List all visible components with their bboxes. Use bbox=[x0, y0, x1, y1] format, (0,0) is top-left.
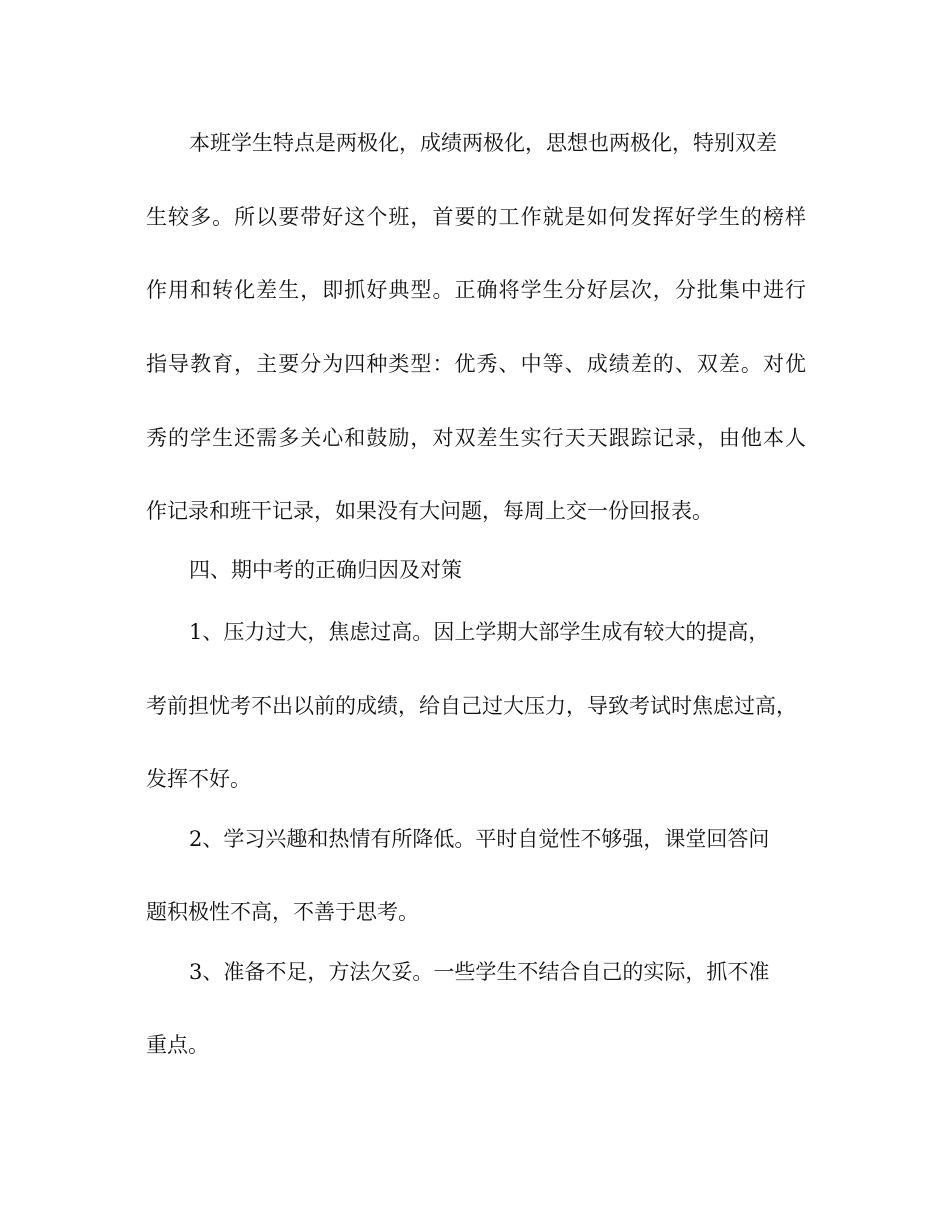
paragraph-line-4: 指导教育，主要分为四种类型：优秀、中等、成绩差的、双差。对优 bbox=[146, 352, 806, 376]
paragraph-line-1: 本班学生特点是两极化，成绩两极化，思想也两极化，特别双差 bbox=[189, 131, 777, 155]
paragraph-line-2: 生较多。所以要带好这个班，首要的工作就是如何发挥好学生的榜样 bbox=[146, 205, 806, 229]
item-2-line-2: 题积极性不高，不善于思考。 bbox=[146, 900, 419, 924]
paragraph-line-6: 作记录和班干记录，如果没有大问题，每周上交一份回报表。 bbox=[146, 499, 713, 523]
item-1-line-2: 考前担忧考不出以前的成绩，给自己过大压力，导致考试时焦虑过高， bbox=[146, 694, 797, 718]
item-3-line-1: 3、准备不足，方法欠妥。一些学生不结合自己的实际，抓不准 bbox=[189, 960, 770, 984]
section-heading: 四、期中考的正确归因及对策 bbox=[189, 558, 462, 582]
item-2-line-1: 2、学习兴趣和热情有所降低。平时自觉性不够强，课堂回答问 bbox=[189, 827, 770, 851]
item-3-line-2: 重点。 bbox=[146, 1033, 209, 1057]
item-1-line-1: 1、压力过大，焦虑过高。因上学期大部学生成有较大的提高， bbox=[189, 620, 770, 644]
item-1-line-3: 发挥不好。 bbox=[146, 767, 251, 791]
paragraph-line-5: 秀的学生还需多关心和鼓励，对双差生实行天天跟踪记录，由他本人 bbox=[146, 426, 806, 450]
paragraph-line-3: 作用和转化差生，即抓好典型。正确将学生分好层次，分批集中进行 bbox=[146, 278, 806, 302]
